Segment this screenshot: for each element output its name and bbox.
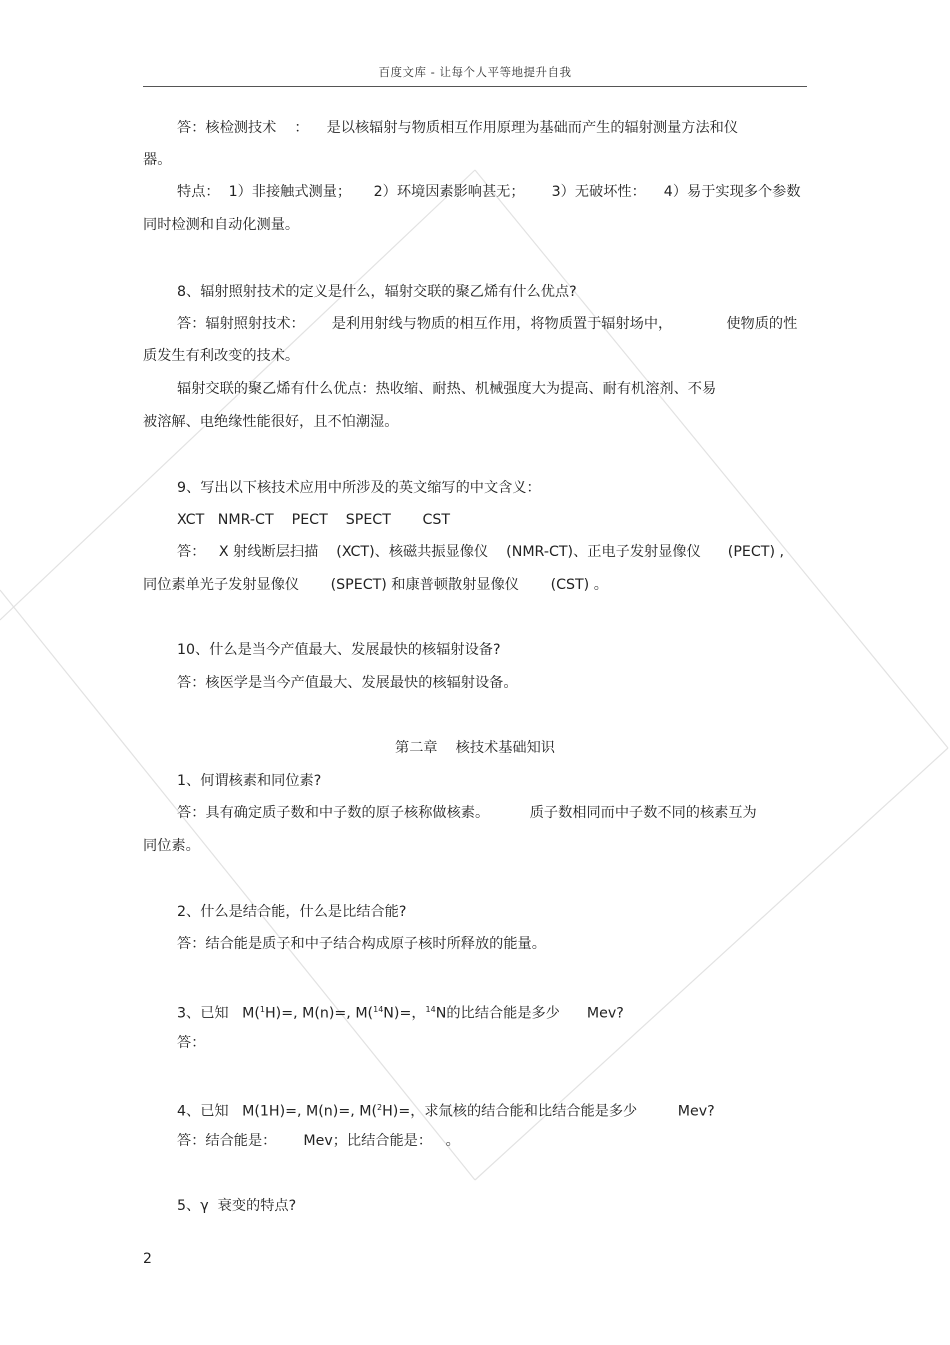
answer-9-line-2: 同位素单光子发射显像仪 (SPECT) 和康普顿散射显像仪 (CST) 。 [143,577,608,593]
answer-7-features-line-2: 同时检测和自动化测量。 [143,217,300,233]
answer-7-line-2: 器。 [143,152,172,168]
chapter2-answer-3: 答： [177,1035,206,1051]
answer-8-line-1: 答：辐射照射技术： 是利用射线与物质的相互作用，将物质置于辐射场中， 使物质的性 [177,316,798,332]
answer-7-line-1: 答：核检测技术 ： 是以核辐射与物质相互作用原理为基础而产生的辐射测量方法和仪 [177,120,739,136]
q3-part-c: N)=， [383,1005,426,1022]
answer-8-line-4: 被溶解、电绝缘性能很好，且不怕潮湿。 [143,414,399,430]
q3-superscript-14a: 14 [373,1005,384,1014]
page-number: 2 [143,1251,152,1267]
chapter2-question-1: 1、何谓核素和同位素? [177,773,322,789]
q3-superscript-1: 1 [259,1005,265,1014]
q3-superscript-14b: 14 [425,1005,436,1014]
chapter2-question-2: 2、什么是结合能，什么是比结合能? [177,904,407,920]
chapter2-question-3 [177,1001,624,1023]
answer-10: 答：核医学是当今产值最大、发展最快的核辐射设备。 [177,675,518,691]
answer-8-line-2: 质发生有利改变的技术。 [143,348,300,364]
abbreviation-list: XCT NMR-CT PECT SPECT CST [177,512,451,528]
q3-part-a: 3、已知 M( [177,1005,260,1022]
chapter2-answer-1-line-2: 同位素。 [143,838,200,854]
question-10: 10、什么是当今产值最大、发展最快的核辐射设备? [177,642,501,658]
header-divider [143,86,807,87]
chapter2-question-4 [177,1099,715,1121]
chapter2-answer-4: 答：结合能是： Mev；比结合能是： 。 [177,1133,460,1149]
question-8: 8、辐射照射技术的定义是什么，辐射交联的聚乙烯有什么优点? [177,284,577,300]
q4-part-b: H)=，求氚核的结合能和比结合能是多少 Mev? [382,1103,715,1120]
answer-8-line-3: 辐射交联的聚乙烯有什么优点：热收缩、耐热、机械强度大为提高、耐有机溶剂、不易 [177,381,717,397]
chapter2-answer-2: 答：结合能是质子和中子结合构成原子核时所释放的能量。 [177,936,546,952]
page-header: 百度文库 - 让每个人平等地提升自我 [378,65,572,79]
q3-part-d: N的比结合能是多少 Mev? [435,1005,624,1022]
answer-7-features-line-1: 特点： 1）非接触式测量； 2）环境因素影响甚无； 3）无破坏性： 4）易于实现多个参数 [177,184,801,200]
watermark-line-upper-right [475,170,948,748]
chapter2-question-5: 5、γ 衰变的特点? [177,1198,297,1214]
q4-part-a: 4、已知 M(1H)=, M(n)=, M( [177,1103,378,1120]
q3-part-b: H)=, M(n)=, M( [265,1005,374,1022]
chapter-title: 第二章 核技术基础知识 [395,740,555,756]
answer-9-line-1: 答： X 射线断层扫描 (XCT)、核磁共振显像仪 (NMR-CT)、正电子发射显像仪 (PECT) , [177,544,784,560]
chapter2-answer-1-line-1: 答：具有确定质子数和中子数的原子核称做核素。 质子数相同而中子数不同的核素互为 [177,805,757,821]
q4-superscript-2: 2 [377,1103,383,1112]
question-9: 9、写出以下核技术应用中所涉及的英文缩写的中文含义： [177,480,541,496]
